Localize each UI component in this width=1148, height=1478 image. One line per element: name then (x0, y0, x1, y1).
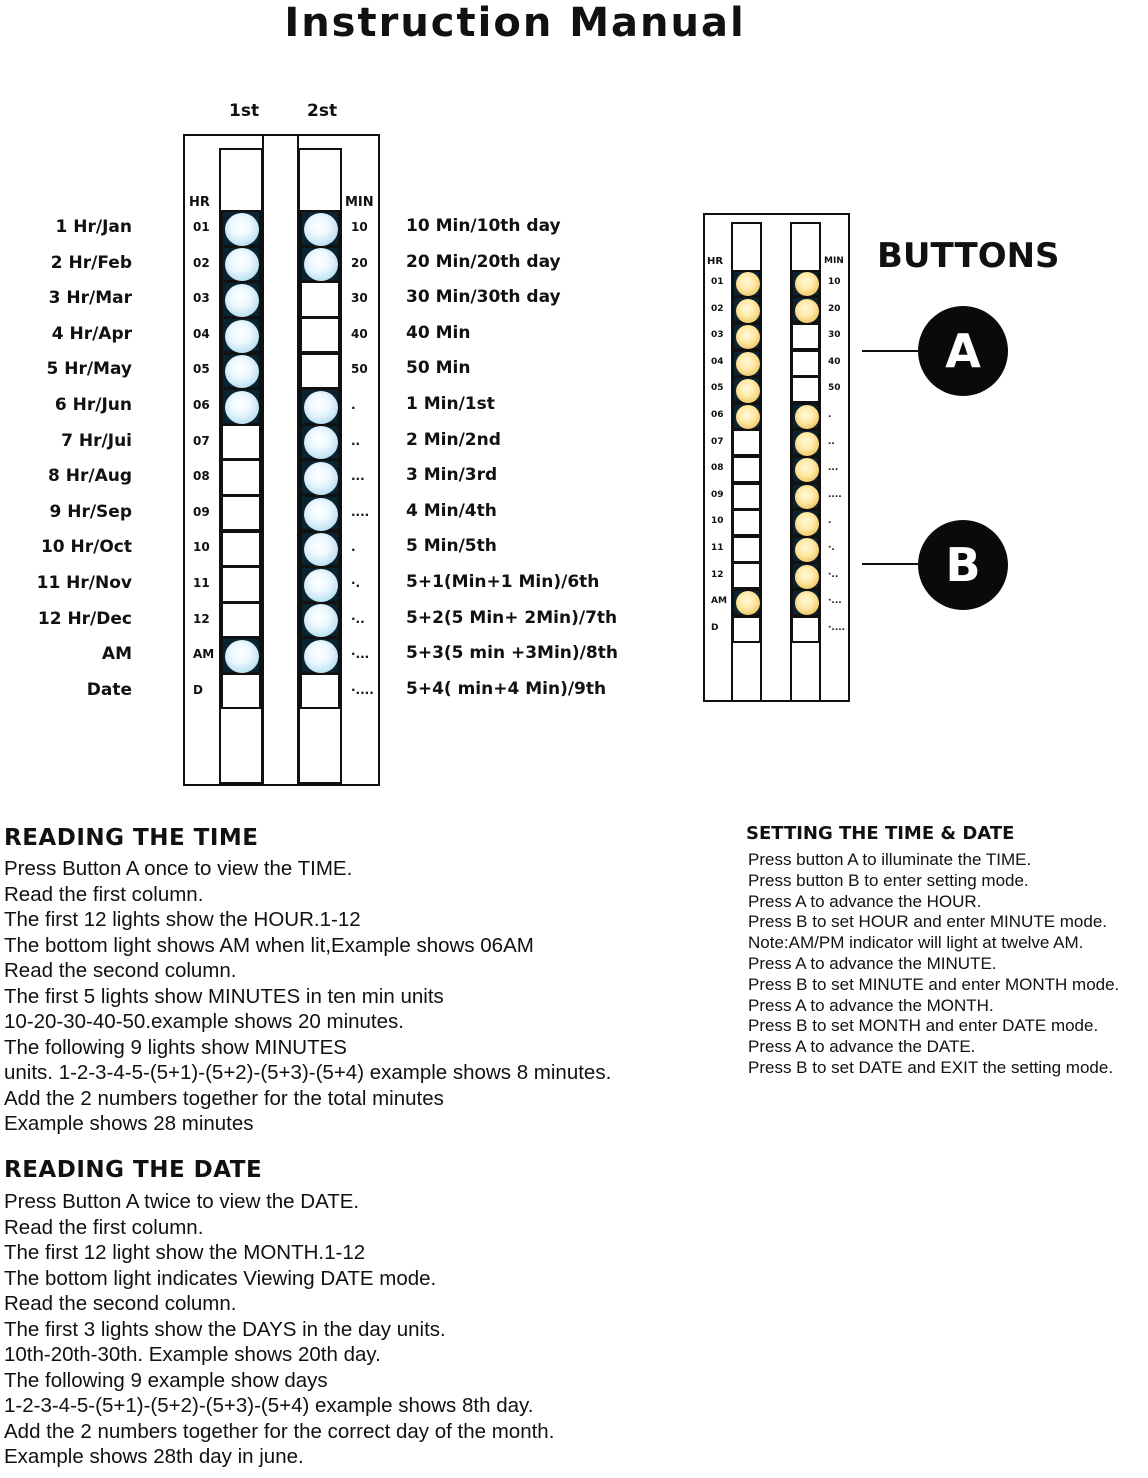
led-cell-off (221, 566, 261, 602)
led-light (304, 248, 338, 281)
small-min-code: 20 (828, 303, 841, 314)
small-hr-code: 03 (711, 330, 724, 341)
hr-code: 10 (193, 540, 210, 555)
row-left-label: 7 Hr/Jui (61, 430, 132, 451)
small-min-code: 40 (828, 356, 841, 367)
small-hr-code: AM (711, 596, 727, 607)
led-light (225, 248, 259, 281)
small-led-light (795, 458, 819, 482)
text-line: Press A to advance the MONTH. (748, 995, 994, 1015)
hr-label: HR (189, 195, 210, 210)
led-light (304, 213, 338, 246)
small-led-cell-lit (791, 296, 820, 323)
min-code: ·.. (351, 611, 365, 626)
led-light (304, 462, 338, 495)
text-line: The first 3 lights show the DAYS in the day units. (4, 1317, 446, 1341)
hr-code: 08 (193, 469, 210, 484)
text-line: Add the 2 numbers together for the correct day of the month. (4, 1419, 555, 1443)
small-led-light (795, 405, 819, 429)
hr-code: AM (193, 647, 215, 662)
small-led-cell-off (791, 323, 820, 350)
led-light (304, 426, 338, 459)
text-line: Read the first column. (4, 882, 204, 906)
setting-heading: SETTING THE TIME & DATE (746, 823, 1015, 844)
text-line: Press B to set MINUTE and enter MONTH mode. (748, 974, 1120, 994)
led-cell-lit (221, 353, 261, 389)
led-cell-off (221, 673, 261, 709)
small-led-cell-off (732, 429, 761, 456)
small-led-light (795, 432, 819, 456)
led-cell-lit (300, 602, 340, 638)
small-led-light (795, 512, 819, 536)
min-code: 30 (351, 291, 368, 306)
row-right-label: 40 Min (406, 322, 471, 343)
text-line: Press Button A once to view the TIME. (4, 857, 353, 880)
small-min-code: ·.. (828, 569, 839, 580)
small-led-cell-lit (732, 296, 761, 323)
small-min-code: .... (828, 489, 842, 500)
led-cell-off (221, 495, 261, 531)
led-cell-lit (300, 210, 340, 246)
text-line: Note:AM/PM indicator will light at twelve AM. (748, 933, 1084, 953)
small-min-code: 50 (828, 383, 841, 394)
led-cell-lit (221, 210, 261, 246)
small-hr-code: 07 (711, 436, 724, 447)
led-cell-off (221, 424, 261, 460)
small-led-cell-lit (791, 403, 820, 430)
row-right-label: 5 Min/5th (406, 536, 497, 557)
small-hr-code: 10 (711, 516, 724, 527)
small-led-cell-lit (732, 323, 761, 350)
row-right-label: 3 Min/3rd (406, 465, 498, 486)
row-left-label: 12 Hr/Dec (37, 608, 132, 629)
reading-date-heading: READING THE DATE (4, 1157, 263, 1183)
row-left-label: 5 Hr/May (46, 359, 132, 380)
small-led-light (795, 485, 819, 509)
row-left-label: Date (86, 679, 132, 700)
hr-code: 12 (193, 611, 210, 626)
small-led-cell-off (732, 536, 761, 563)
small-hr-code: 12 (711, 569, 724, 580)
row-left-label: 6 Hr/Jun (54, 395, 132, 415)
text-line: The bottom light shows AM when lit,Example shows 06AM (4, 933, 534, 957)
led-light (304, 498, 338, 531)
small-min-code: 30 (828, 330, 841, 341)
small-led-cell-lit (791, 270, 820, 297)
small-hr-code: 01 (711, 277, 724, 287)
button-b-pointer-line (862, 563, 922, 565)
text-line: The bottom light indicates Viewing DATE mode. (4, 1266, 437, 1290)
text-line: The first 12 lights show the HOUR.1-12 (4, 908, 361, 931)
text-line: units. 1-2-3-4-5-(5+1)-(5+2)-(5+3)-(5+4) example shows 8 minutes. (4, 1061, 612, 1084)
text-line: Press A to advance the HOUR. (748, 891, 982, 911)
small-led-cell-off (732, 562, 761, 589)
min-code: .... (351, 504, 370, 519)
min-code: . (351, 398, 356, 412)
page-title: Instruction Manual (284, 0, 746, 46)
text-line: 10-20-30-40-50.example shows 20 minutes. (4, 1010, 404, 1033)
small-led-cell-off (791, 616, 820, 643)
text-line: 10th-20th-30th. Example shows 20th day. (4, 1343, 381, 1366)
small-led-light (736, 272, 760, 296)
row-left-label: 3 Hr/Mar (48, 288, 132, 309)
min-code: ·. (351, 576, 361, 590)
small-min-code: ·.... (828, 622, 846, 633)
text-line: Press A to advance the MINUTE. (748, 953, 997, 973)
small-led-light (795, 538, 819, 562)
text-line: Example shows 28 minutes (4, 1112, 254, 1135)
led-cell-lit (300, 246, 340, 282)
led-light (225, 355, 259, 388)
small-min-code: . (828, 410, 832, 420)
min-code: 40 (351, 326, 368, 341)
row-right-label: 20 Min/20th day (406, 251, 561, 272)
row-right-label: 5+2(5 Min+ 2Min)/7th (406, 607, 618, 628)
row-right-label: 30 Min/30th day (406, 287, 561, 308)
hr-code: 04 (193, 326, 210, 341)
button-a-pointer-line (862, 350, 922, 352)
led-light (304, 391, 338, 424)
text-line: Press B to set DATE and EXIT the setting mode. (748, 1057, 1114, 1077)
small-min-code: ... (828, 463, 839, 474)
small-led-cell-off (732, 616, 761, 643)
row-left-label: 1 Hr/Jan (55, 217, 132, 237)
min-code: ·.... (351, 682, 374, 697)
reading-date-text (4, 1189, 554, 1470)
text-line: Read the second column. (4, 1292, 237, 1315)
led-cell-lit (300, 531, 340, 567)
column-2-header: 2st (307, 101, 338, 121)
min-code: 20 (351, 255, 368, 270)
text-line: Press Button A twice to view the DATE. (4, 1190, 360, 1213)
small-led-cell-off (732, 456, 761, 483)
text-line: Example shows 28th day in june. (4, 1445, 304, 1468)
hr-code: 05 (193, 362, 210, 377)
row-right-label: 2 Min/2nd (406, 429, 501, 450)
button-a: A (918, 306, 1008, 396)
hr-code: 03 (193, 291, 210, 306)
small-led-cell-lit (732, 403, 761, 430)
hr-code: 09 (193, 504, 210, 519)
small-min-code: 10 (828, 277, 841, 287)
led-light (304, 604, 338, 637)
column-1-header: 1st (229, 101, 260, 121)
led-cell-off (300, 353, 340, 389)
text-line: Read the second column. (4, 959, 237, 982)
min-code: ·... (351, 647, 370, 662)
row-right-label: 5+4( min+4 Min)/9th (406, 678, 607, 699)
row-left-label: 11 Hr/Nov (36, 573, 132, 593)
reading-time-text (4, 856, 611, 1137)
small-led-light (736, 379, 760, 403)
led-cell-lit (300, 566, 340, 602)
led-cell-off (300, 317, 340, 353)
reading-time-heading: READING THE TIME (4, 825, 259, 851)
led-cell-lit (221, 246, 261, 282)
small-led-light (795, 299, 819, 323)
small-led-cell-lit (791, 562, 820, 589)
small-led-cell-off (732, 509, 761, 536)
led-light (304, 640, 338, 673)
small-min-code: ·. (828, 543, 835, 553)
small-led-cell-lit (791, 456, 820, 483)
small-led-light (795, 272, 819, 296)
small-led-light (736, 405, 760, 429)
led-cell-off (221, 531, 261, 567)
small-min-code: . (828, 516, 832, 527)
small-led-cell-lit (732, 589, 761, 616)
led-cell-lit (300, 388, 340, 424)
text-line: 1-2-3-4-5-(5+1)-(5+2)-(5+3)-(5+4) example shows 8th day. (4, 1394, 534, 1417)
text-line: Add the 2 numbers together for the total minutes (4, 1086, 444, 1110)
row-right-label: 5+3(5 min +3Min)/8th (406, 643, 618, 664)
small-hr-code: 09 (711, 489, 724, 500)
setting-text (748, 850, 1119, 1079)
small-hr-label: HR (707, 256, 724, 267)
hr-code: 02 (193, 255, 210, 270)
min-code: . (351, 540, 356, 555)
led-cell-off (300, 673, 340, 709)
text-line: Press B to set HOUR and enter MINUTE mode. (748, 912, 1108, 932)
row-left-label: 2 Hr/Feb (50, 252, 132, 273)
text-line: The first 5 lights show MINUTES in ten min units (4, 984, 444, 1008)
row-left-label: AM (101, 644, 132, 665)
led-light (304, 533, 338, 566)
small-hr-code: 05 (711, 383, 724, 394)
led-light (225, 213, 259, 246)
led-cell-off (300, 281, 340, 317)
led-cell-lit (300, 495, 340, 531)
text-line: The following 9 lights show MINUTES (4, 1035, 347, 1059)
small-led-cell-lit (791, 589, 820, 616)
led-cell-lit (300, 637, 340, 673)
small-led-light (736, 299, 760, 323)
led-cell-lit (221, 637, 261, 673)
small-hr-code: 02 (711, 303, 724, 314)
small-led-cell-lit (732, 376, 761, 403)
small-led-cell-lit (791, 483, 820, 510)
text-line: Read the first column. (4, 1215, 204, 1239)
small-hr-code: 11 (711, 543, 724, 553)
row-right-label: 4 Min/4th (406, 500, 497, 521)
hr-code: 11 (193, 576, 210, 590)
led-cell-lit (300, 459, 340, 495)
small-led-cell-lit (732, 270, 761, 297)
led-cell-lit (221, 317, 261, 353)
small-min-label: MIN (824, 256, 844, 266)
min-code: 10 (351, 220, 368, 234)
led-light (225, 391, 259, 424)
led-light (225, 320, 259, 353)
small-led-cell-off (791, 376, 820, 403)
text-line: The following 9 example show days (4, 1368, 328, 1392)
row-left-label: 10 Hr/Oct (40, 537, 132, 558)
small-hr-code: 08 (711, 463, 724, 474)
small-led-light (736, 325, 760, 349)
small-led-cell-lit (791, 536, 820, 563)
text-line: Press B to set MONTH and enter DATE mode. (748, 1016, 1099, 1036)
small-min-code: ·... (828, 596, 842, 607)
hr-code: 01 (193, 220, 210, 234)
small-led-cell-lit (791, 429, 820, 456)
led-light (225, 640, 259, 673)
small-led-cell-lit (732, 350, 761, 377)
row-right-label: 5+1(Min+1 Min)/6th (406, 572, 600, 592)
row-right-label: 50 Min (406, 358, 471, 379)
small-led-cell-off (791, 350, 820, 377)
small-hr-code: 06 (711, 410, 724, 420)
row-left-label: 8 Hr/Aug (48, 466, 132, 487)
row-left-label: 9 Hr/Sep (49, 501, 132, 522)
min-code: .. (351, 433, 361, 448)
row-right-label: 10 Min/10th day (406, 216, 561, 236)
row-right-label: 1 Min/1st (406, 394, 495, 414)
small-led-cell-off (732, 483, 761, 510)
hr-code: 06 (193, 398, 210, 412)
led-cell-off (221, 459, 261, 495)
hr-code: D (193, 682, 203, 697)
led-cell-lit (221, 281, 261, 317)
led-light (225, 284, 259, 317)
text-line: Press button A to illuminate the TIME. (748, 850, 1032, 869)
button-b: B (918, 520, 1008, 610)
led-cell-lit (221, 388, 261, 424)
row-left-label: 4 Hr/Apr (51, 323, 132, 344)
hr-code: 07 (193, 433, 210, 448)
min-label: MIN (345, 195, 374, 210)
small-led-light (736, 352, 760, 376)
min-code: 50 (351, 362, 368, 377)
small-hr-code: 04 (711, 356, 724, 367)
led-cell-off (221, 602, 261, 638)
led-light (304, 569, 338, 602)
text-line: Press A to advance the DATE. (748, 1037, 976, 1057)
led-cell-lit (300, 424, 340, 460)
small-hr-code: D (711, 622, 719, 633)
small-led-light (795, 565, 819, 589)
text-line: Press button B to enter setting mode. (748, 870, 1029, 890)
small-min-code: .. (828, 436, 835, 447)
text-line: The first 12 light show the MONTH.1-12 (4, 1241, 366, 1264)
buttons-title: BUTTONS (877, 236, 1060, 276)
small-led-light (795, 591, 819, 615)
small-led-light (736, 591, 760, 615)
small-led-cell-lit (791, 509, 820, 536)
min-code: ... (351, 469, 365, 484)
